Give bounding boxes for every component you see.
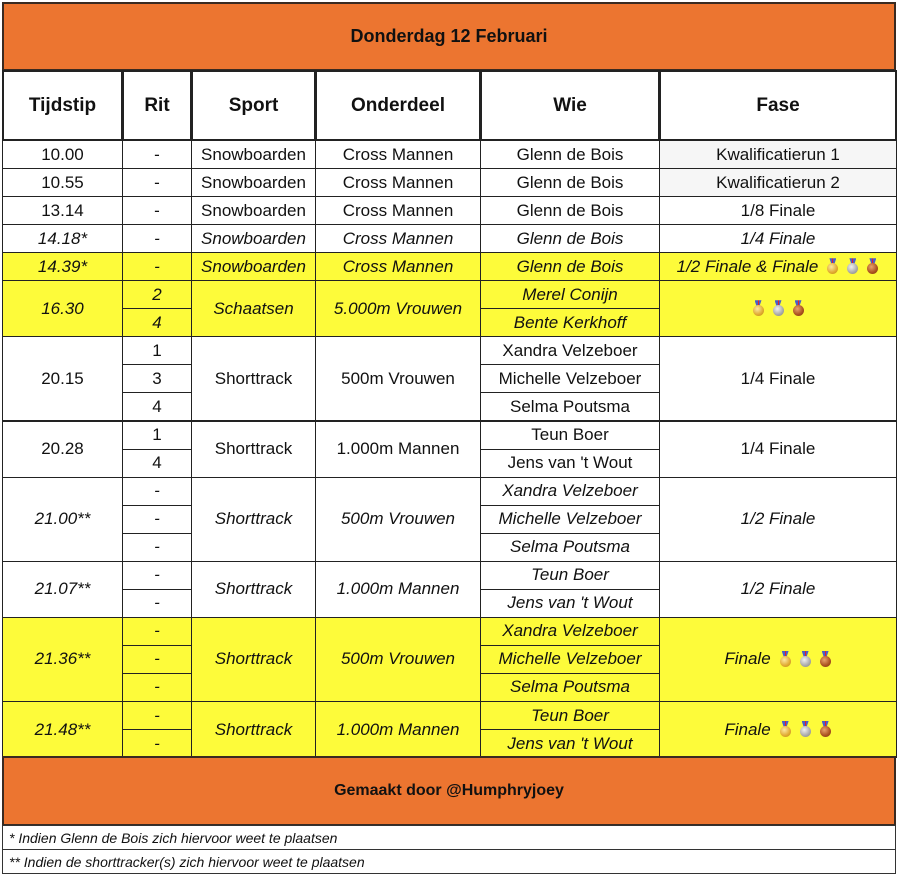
rit-cell: - (122, 729, 192, 758)
onderdeel-cell: 500m Vrouwen (315, 336, 481, 421)
onderdeel-cell: Cross Mannen (315, 196, 481, 225)
silver-medal-icon (799, 721, 812, 738)
onderdeel-cell: Cross Mannen (315, 140, 481, 169)
athlete-cell: Glenn de Bois (480, 140, 660, 169)
rit-cell: - (122, 252, 192, 281)
column-header-tijdstip: Tijdstip (2, 70, 123, 141)
athlete-cell: Jens van 't Wout (480, 449, 660, 478)
sport-cell: Shorttrack (191, 561, 316, 618)
column-header-rit: Rit (122, 70, 192, 141)
silver-medal-icon (799, 651, 812, 668)
onderdeel-cell: Cross Mannen (315, 224, 481, 253)
time-cell: 16.30 (2, 280, 123, 337)
onderdeel-cell: Cross Mannen (315, 168, 481, 197)
fase-label: 1/2 Finale & Finale (676, 256, 819, 276)
athlete-cell: Selma Poutsma (480, 673, 660, 702)
rit-cell: - (122, 168, 192, 197)
onderdeel-cell: 1.000m Mannen (315, 561, 481, 618)
sport-cell: Snowboarden (191, 168, 316, 197)
rit-cell: - (122, 561, 192, 590)
gold-medal-icon (826, 258, 839, 275)
fase-cell (659, 336, 897, 421)
fase-label: 1/4 Finale (740, 439, 816, 459)
medal-icons (779, 721, 832, 738)
onderdeel-cell: 500m Vrouwen (315, 477, 481, 562)
fase-label: 1/2 Finale (740, 579, 816, 599)
athlete-cell: Michelle Velzeboer (480, 505, 660, 534)
time-cell: 21.00** (2, 477, 123, 562)
sport-cell: Shorttrack (191, 477, 316, 562)
silver-medal-icon (846, 258, 859, 275)
medal-icons (826, 258, 879, 275)
onderdeel-cell: 500m Vrouwen (315, 617, 481, 702)
athlete-cell: Teun Boer (480, 701, 660, 730)
fase-cell (659, 140, 897, 169)
rit-cell: - (122, 196, 192, 225)
bronze-medal-icon (819, 651, 832, 668)
rit-cell: - (122, 477, 192, 506)
fase-cell (659, 224, 897, 253)
fase-label: 1/4 Finale (740, 368, 816, 388)
athlete-cell: Xandra Velzeboer (480, 477, 660, 506)
fase-cell (659, 701, 897, 758)
athlete-cell: Glenn de Bois (480, 252, 660, 281)
athlete-cell: Glenn de Bois (480, 168, 660, 197)
sport-cell: Shorttrack (191, 701, 316, 758)
athlete-cell: Jens van 't Wout (480, 729, 660, 758)
time-cell: 20.15 (2, 336, 123, 421)
rit-cell: - (122, 589, 192, 618)
athlete-cell: Bente Kerkhoff (480, 308, 660, 337)
athlete-cell: Xandra Velzeboer (480, 336, 660, 365)
rit-cell: - (122, 701, 192, 730)
onderdeel-cell: Cross Mannen (315, 252, 481, 281)
rit-cell: 4 (122, 392, 192, 421)
fase-label: 1/4 Finale (740, 228, 816, 248)
athlete-cell: Teun Boer (480, 421, 660, 450)
page-title: Donderdag 12 Februari (2, 2, 896, 71)
rit-cell: - (122, 645, 192, 674)
time-cell: 14.18* (2, 224, 123, 253)
rit-cell: 3 (122, 364, 192, 393)
fase-label: 1/8 Finale (740, 200, 816, 220)
time-cell: 10.00 (2, 140, 123, 169)
footnote-single-asterisk: * Indien Glenn de Bois zich hiervoor weet te plaatsen (2, 825, 896, 850)
time-cell: 21.36** (2, 617, 123, 702)
rit-cell: - (122, 140, 192, 169)
fase-cell (659, 617, 897, 702)
rit-cell: - (122, 673, 192, 702)
athlete-cell: Jens van 't Wout (480, 589, 660, 618)
column-header-sport: Sport (191, 70, 316, 141)
gold-medal-icon (779, 721, 792, 738)
athlete-cell: Teun Boer (480, 561, 660, 590)
credit-footer: Gemaakt door @Humphryjoey (2, 756, 896, 826)
fase-label: 1/2 Finale (740, 509, 816, 529)
rit-cell: - (122, 224, 192, 253)
medal-icons (779, 651, 832, 668)
time-cell: 21.07** (2, 561, 123, 618)
fase-cell (659, 196, 897, 225)
onderdeel-cell: 1.000m Mannen (315, 421, 481, 478)
footnote-double-asterisk: ** Indien de shorttracker(s) zich hiervoor weet te plaatsen (2, 849, 896, 874)
sport-cell: Snowboarden (191, 252, 316, 281)
sport-cell: Shorttrack (191, 617, 316, 702)
fase-cell (659, 252, 897, 281)
fase-label: Kwalificatierun 1 (716, 144, 840, 164)
athlete-cell: Selma Poutsma (480, 533, 660, 562)
rit-cell: 1 (122, 421, 192, 450)
gold-medal-icon (779, 651, 792, 668)
athlete-cell: Glenn de Bois (480, 224, 660, 253)
athlete-cell: Glenn de Bois (480, 196, 660, 225)
fase-label: Finale (724, 719, 771, 739)
sport-cell: Shorttrack (191, 421, 316, 478)
sport-cell: Snowboarden (191, 196, 316, 225)
column-header-wie: Wie (480, 70, 660, 141)
rit-cell: - (122, 533, 192, 562)
time-cell: 21.48** (2, 701, 123, 758)
onderdeel-cell: 1.000m Mannen (315, 701, 481, 758)
column-header-onderdeel: Onderdeel (315, 70, 481, 141)
rit-cell: 1 (122, 336, 192, 365)
fase-label: Finale (724, 649, 771, 669)
fase-label: Kwalificatierun 2 (716, 172, 840, 192)
rit-cell: - (122, 505, 192, 534)
rit-cell: 4 (122, 308, 192, 337)
silver-medal-icon (772, 300, 785, 317)
fase-cell (659, 477, 897, 562)
athlete-cell: Michelle Velzeboer (480, 364, 660, 393)
onderdeel-cell: 5.000m Vrouwen (315, 280, 481, 337)
fase-cell (659, 561, 897, 618)
fase-cell (659, 280, 897, 337)
sport-cell: Snowboarden (191, 224, 316, 253)
fase-cell (659, 421, 897, 478)
bronze-medal-icon (866, 258, 879, 275)
fase-cell (659, 168, 897, 197)
time-cell: 14.39* (2, 252, 123, 281)
athlete-cell: Michelle Velzeboer (480, 645, 660, 674)
medal-icons (752, 300, 805, 317)
athlete-cell: Xandra Velzeboer (480, 617, 660, 646)
rit-cell: - (122, 617, 192, 646)
rit-cell: 4 (122, 449, 192, 478)
column-header-fase: Fase (659, 70, 897, 141)
sport-cell: Schaatsen (191, 280, 316, 337)
bronze-medal-icon (792, 300, 805, 317)
time-cell: 10.55 (2, 168, 123, 197)
rit-cell: 2 (122, 280, 192, 309)
time-cell: 20.28 (2, 421, 123, 478)
sport-cell: Shorttrack (191, 336, 316, 421)
athlete-cell: Merel Conijn (480, 280, 660, 309)
sport-cell: Snowboarden (191, 140, 316, 169)
bronze-medal-icon (819, 721, 832, 738)
time-cell: 13.14 (2, 196, 123, 225)
athlete-cell: Selma Poutsma (480, 392, 660, 421)
gold-medal-icon (752, 300, 765, 317)
